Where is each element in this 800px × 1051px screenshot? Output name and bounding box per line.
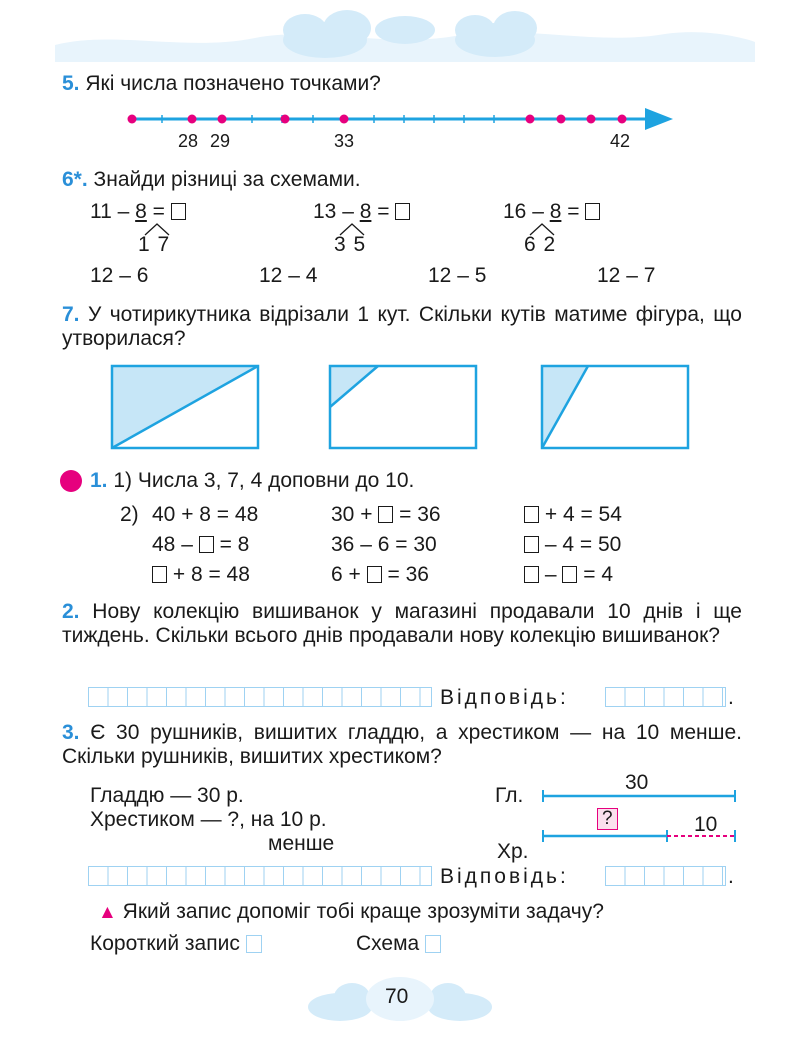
- subtrahend: 8: [359, 200, 372, 223]
- equation-part: = 8: [219, 533, 250, 556]
- triangle-icon: ▲: [98, 902, 117, 923]
- task-number: 1.: [90, 469, 108, 492]
- short-record-line: менше: [268, 832, 335, 855]
- rectangle-figure-3: [540, 364, 690, 450]
- scheme-label-gl: Гл.: [495, 784, 524, 807]
- task-number: 5.: [62, 72, 80, 95]
- answer-grid[interactable]: [605, 866, 726, 886]
- equation: 36 – 6 = 30: [331, 533, 437, 556]
- equation: [524, 533, 621, 557]
- answer-grid[interactable]: [605, 687, 726, 707]
- option-short-record: [90, 932, 262, 956]
- short-record-line: Гладдю — 30 р.: [90, 784, 244, 807]
- task-number: 3.: [62, 721, 80, 744]
- expression-part: 16 –: [503, 200, 550, 223]
- solution-grid[interactable]: [88, 687, 432, 707]
- unknown-box: ?: [597, 808, 618, 830]
- option-checkbox[interactable]: [425, 935, 441, 953]
- equation: [152, 533, 249, 557]
- equation: [331, 563, 429, 587]
- answer-box[interactable]: [524, 536, 539, 553]
- answer-box[interactable]: [524, 566, 539, 583]
- homework-2-heading: [62, 600, 742, 648]
- task-text: Є 30 рушників, вишитих гладдю, а хрестиком — на 10 менше. Скільки рушників, вишитих хрестиком?: [62, 721, 742, 768]
- task-5-heading: [62, 72, 381, 96]
- equals: =: [146, 200, 165, 223]
- answer-label: Відповідь:: [440, 865, 569, 888]
- answer-box[interactable]: [395, 203, 410, 220]
- rectangle-figure-1: [110, 364, 260, 450]
- equation: [152, 563, 250, 587]
- scheme-value-10: 10: [694, 813, 718, 836]
- task-text: Числа 3, 7, 4 доповни до 10.: [137, 469, 415, 492]
- option-scheme: [356, 932, 441, 956]
- answer-box[interactable]: [367, 566, 382, 583]
- answer-box[interactable]: [171, 203, 186, 220]
- page-number: 70: [385, 985, 409, 1008]
- task-number: 2.: [62, 600, 80, 623]
- scheme-3: [503, 200, 600, 224]
- task-text: Які числа позначено точками?: [85, 72, 381, 95]
- split-digits: 6 2: [524, 233, 556, 256]
- expression: 12 – 4: [259, 264, 318, 287]
- reflection-question: [98, 900, 604, 925]
- homework-3-heading: [62, 721, 742, 769]
- answer-box[interactable]: [524, 506, 539, 523]
- answer-label: Відповідь:: [440, 686, 569, 709]
- equation: [524, 563, 613, 587]
- task-text: Знайди різниці за схемами.: [93, 168, 361, 191]
- number-line-label: 33: [334, 131, 355, 151]
- answer-box[interactable]: [199, 536, 214, 553]
- number-line: [120, 104, 680, 134]
- split-digits: 1 7: [138, 233, 170, 256]
- answer-box[interactable]: [585, 203, 600, 220]
- number-line-label: 42: [610, 131, 631, 151]
- question-text: Який запис допоміг тобі краще зрозуміти задачу?: [122, 900, 604, 923]
- scheme-label-hr: Хр.: [497, 840, 529, 863]
- expression: 12 – 7: [597, 264, 656, 287]
- equation-part: = 36: [387, 563, 429, 586]
- equation: [524, 503, 622, 527]
- rectangle-figure-2: [328, 364, 478, 450]
- segment-scheme: [540, 788, 740, 848]
- task-6-heading: [62, 168, 361, 192]
- number-line-label: 28: [178, 131, 199, 151]
- subtrahend: 8: [135, 200, 147, 223]
- equation-part: – 4 = 50: [544, 533, 622, 556]
- split-digits: 3 5: [334, 233, 366, 256]
- number-line-label: 29: [210, 131, 231, 151]
- equation: [331, 503, 441, 527]
- scheme-1: [90, 200, 186, 224]
- task-text: Нову колекцію вишиванок у магазині продавали 10 днів і ще тиждень. Скільки всього днів продавали нову колекцію вишиванок?: [62, 600, 742, 647]
- expression-part: 11 –: [90, 200, 136, 223]
- answer-dot: .: [728, 865, 734, 888]
- expression: 12 – 5: [428, 264, 487, 287]
- part-label: 1): [113, 469, 133, 492]
- option-label: Схема: [356, 932, 420, 955]
- task-text: У чотирикутника відрізали 1 кут. Скільки кутів матиме фігура, що утворилася?: [62, 303, 742, 350]
- answer-box[interactable]: [378, 506, 393, 523]
- equation-part: 6 +: [331, 563, 361, 586]
- answer-box[interactable]: [152, 566, 167, 583]
- equation: 40 + 8 = 48: [152, 503, 259, 526]
- answer-box[interactable]: [562, 566, 577, 583]
- solution-grid[interactable]: [88, 866, 432, 886]
- equation-part: 48 –: [152, 533, 193, 556]
- equation-part: + 4 = 54: [544, 503, 622, 526]
- subtrahend: 8: [549, 200, 562, 223]
- scheme-2: [313, 200, 410, 224]
- equation-part: –: [544, 563, 557, 586]
- part-label: 2): [120, 503, 139, 526]
- option-checkbox[interactable]: [246, 935, 262, 953]
- equals: =: [561, 200, 580, 223]
- scheme-value-30: 30: [625, 771, 649, 794]
- task-number: 6*.: [62, 168, 88, 191]
- homework-marker-icon: [60, 470, 82, 492]
- expression: 12 – 6: [90, 264, 149, 287]
- task-7-heading: [62, 303, 742, 351]
- equals: =: [371, 200, 390, 223]
- answer-dot: .: [728, 686, 734, 709]
- short-record-line: Хрестиком — ?, на 10 р.: [90, 808, 327, 831]
- header-clouds: [55, 0, 755, 62]
- option-label: Короткий запис: [90, 932, 240, 955]
- equation-part: + 8 = 48: [172, 563, 250, 586]
- homework-1-heading: [90, 469, 414, 493]
- equation-part: 30 +: [331, 503, 373, 526]
- equation-part: = 36: [399, 503, 441, 526]
- equation-part: = 4: [583, 563, 613, 586]
- task-number: 7.: [62, 303, 80, 326]
- expression-part: 13 –: [313, 200, 360, 223]
